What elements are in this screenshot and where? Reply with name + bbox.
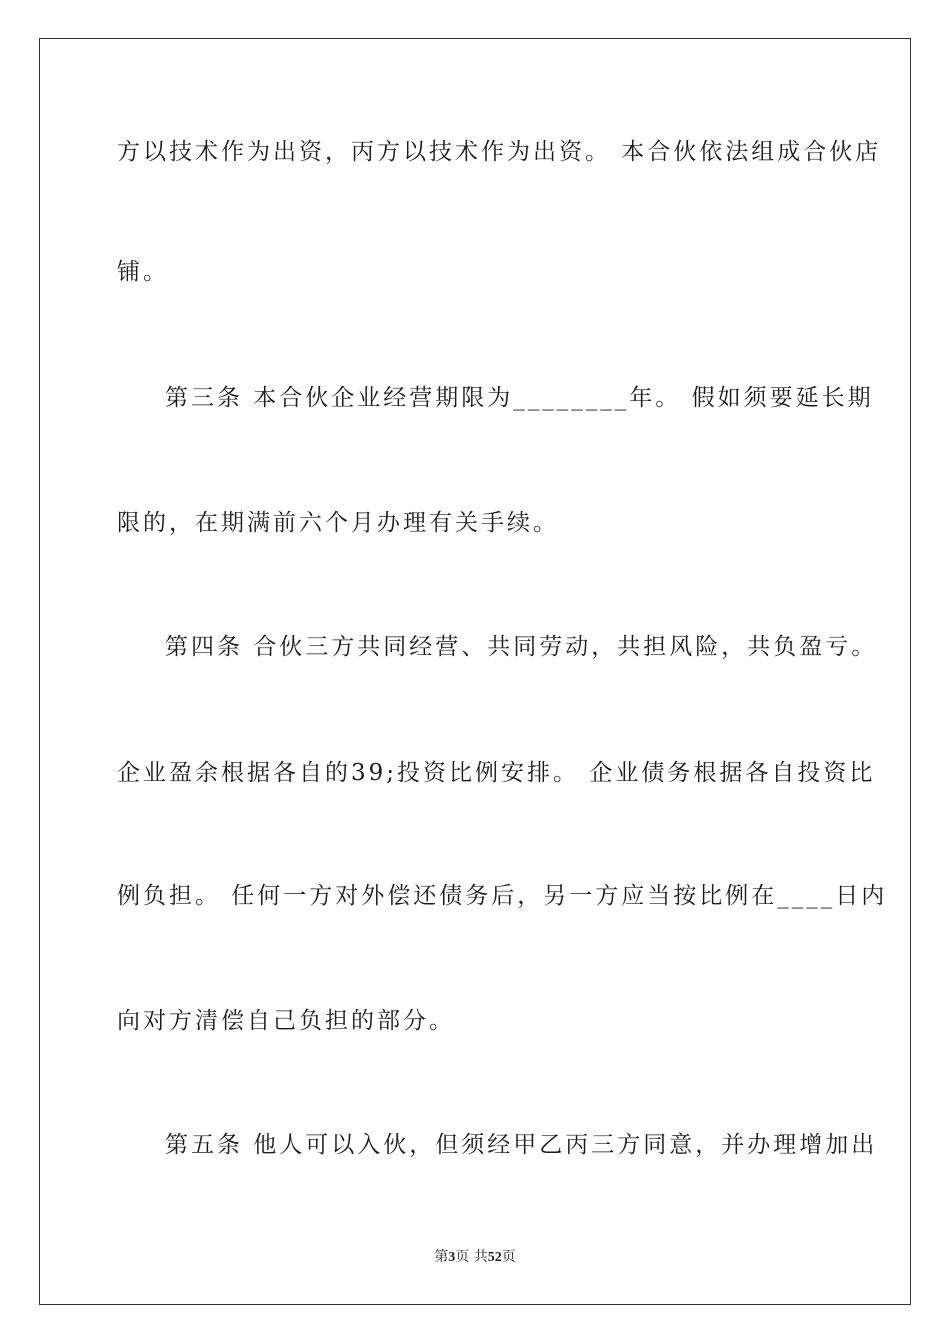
total-page-number: 52 bbox=[487, 1250, 502, 1265]
page-border bbox=[39, 38, 911, 1305]
text-line-1: 方以技术作为出资，丙方以技术作为出资。 本合伙依法组成合伙店 bbox=[117, 139, 882, 165]
page-footer bbox=[0, 1248, 950, 1267]
footer-mid: 页 共 bbox=[455, 1249, 488, 1265]
text-line-3: 第三条 本合伙企业经营期限为________年。 假如须要延长期 bbox=[165, 385, 874, 411]
text-line-8: 向对方清偿自己负担的部分。 bbox=[117, 1008, 455, 1034]
text-line-4: 限的，在期满前六个月办理有关手续。 bbox=[117, 510, 559, 536]
text-line-2: 铺。 bbox=[117, 259, 169, 285]
footer-suffix: 页 bbox=[501, 1249, 516, 1265]
text-line-6: 企业盈余根据各自的39;投资比例安排。 企业债务根据各自投资比 bbox=[117, 760, 876, 786]
footer-prefix: 第 bbox=[434, 1249, 449, 1265]
current-page-number: 3 bbox=[448, 1250, 456, 1265]
text-line-5: 第四条 合伙三方共同经营、共同劳动，共担风险，共负盈亏。 bbox=[165, 634, 878, 660]
text-line-7: 例负担。 任何一方对外偿还债务后，另一方应当按比例在____日内 bbox=[117, 883, 888, 909]
text-line-9: 第五条 他人可以入伙，但须经甲乙丙三方同意，并办理增加出 bbox=[165, 1132, 878, 1158]
